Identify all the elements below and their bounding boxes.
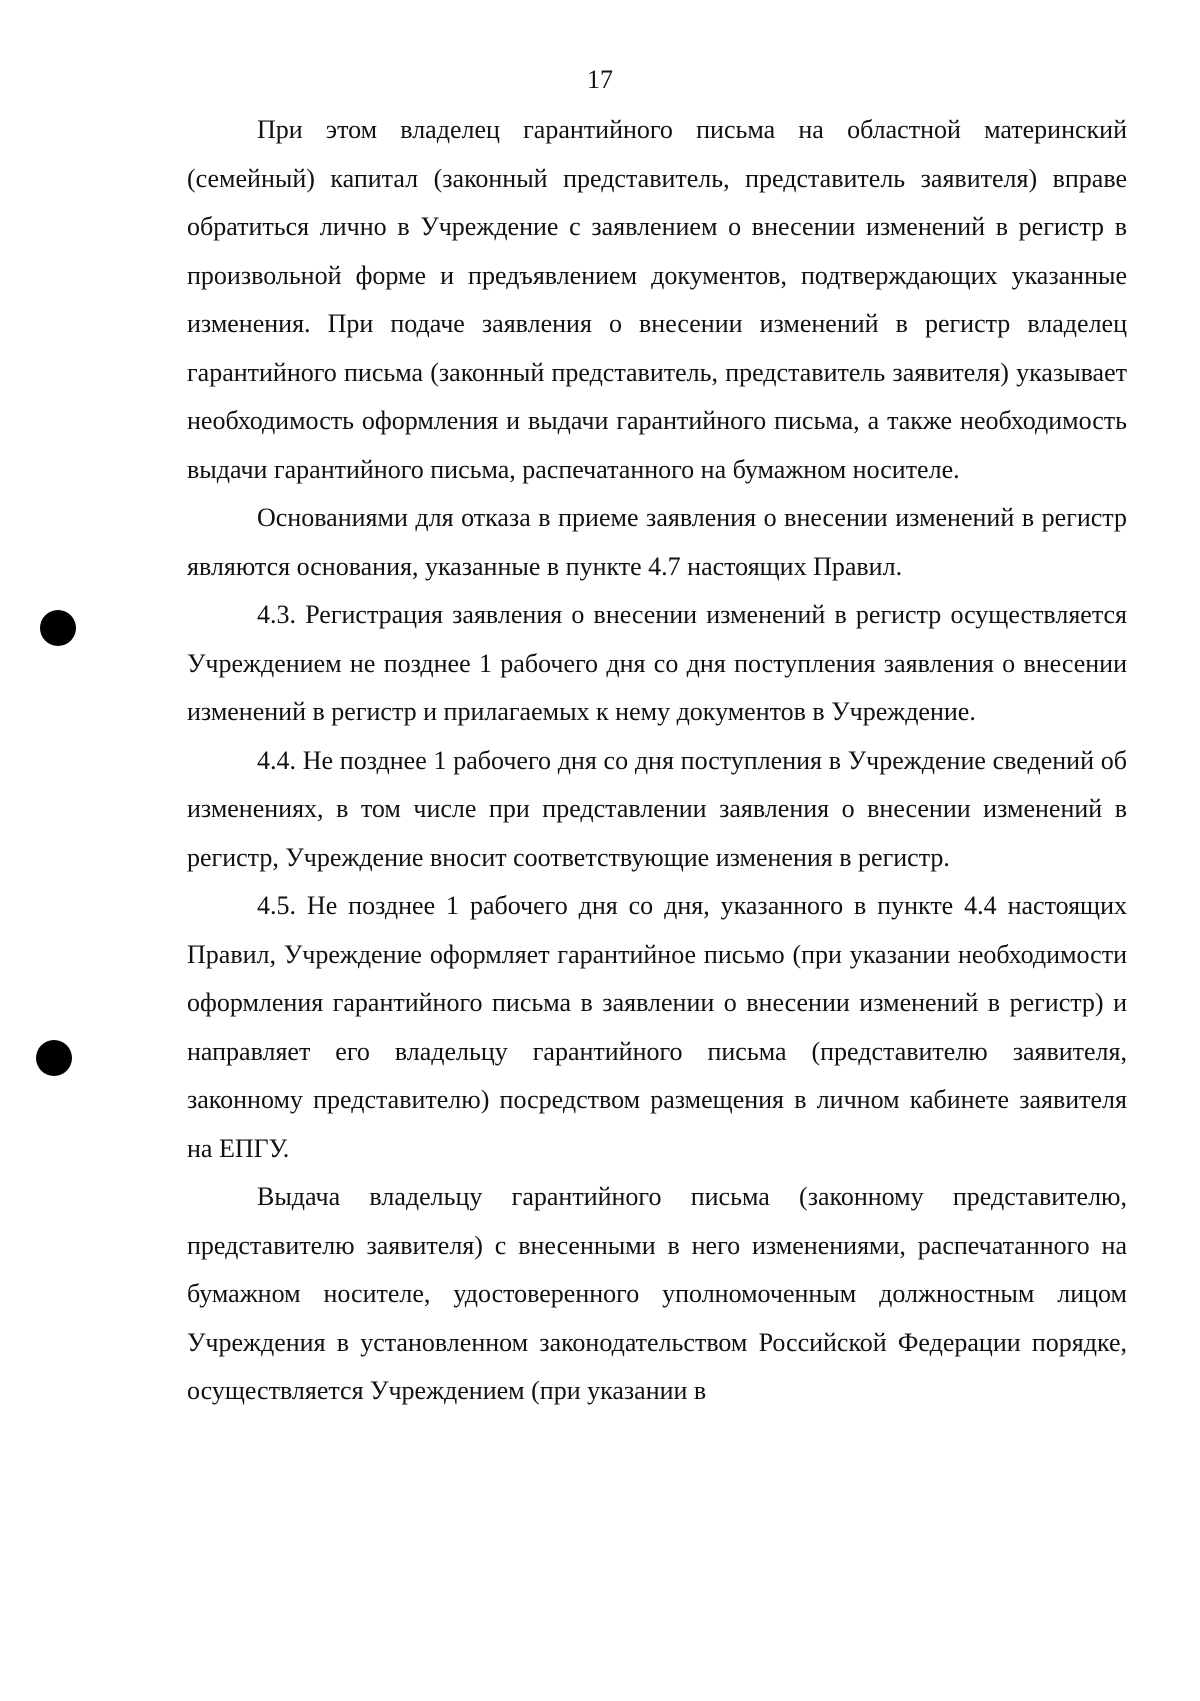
paragraph-section-4-5: 4.5. Не позднее 1 рабочего дня со дня, указанного в пункте 4.4 настоящих Правил, Учреждение оформляет гарантийное письмо (при указании необходимости оформления гарантийного письма в заявлении о внесении изменений в регистр) и направляет его владельцу гарантийного письма (представителю заявителя, законному представителю) посредством размещения в личном кабинете заявителя на ЕПГУ. bbox=[187, 891, 1127, 1163]
page-number: 17 bbox=[587, 65, 613, 94]
paragraph-issuance: Выдача владельцу гарантийного письма (законному представителю, представителю заявителя) с внесенными в него изменениями, распечатанного на бумажном носителе, удостоверенного уполномоченным должностным лицом Учреждения в установленном законодательством Российской Федерации порядке, осуществляется Учреждением (при указании в bbox=[187, 1182, 1127, 1405]
paragraph-section-4-4: 4.4. Не позднее 1 рабочего дня со дня поступления в Учреждение сведений об изменениях, в том числе при представлении заявления о внесении изменений в регистр, Учреждение вносит соответствующие изменения в регистр. bbox=[187, 745, 1127, 872]
paragraph-section-4-3: 4.3. Регистрация заявления о внесении изменений в регистр осуществляется Учреждением не позднее 1 рабочего дня со дня поступления заявления о внесении изменений в регистр и прилагаемых к нему документов в Учреждение. bbox=[187, 600, 1127, 726]
punch-hole-bottom bbox=[36, 1040, 72, 1076]
paragraph-owner-rights: При этом владелец гарантийного письма на областной материнский (семейный) капитал (законный представитель, представитель заявителя) вправе обратиться лично в Учреждение с заявлением о внесении изменений в регистр в произвольной форме и предъявлением документов, подтверждающих указанные изменения. При подаче заявления о внесении изменений в регистр владелец гарантийного письма (законный представитель, представитель заявителя) указывает необходимость оформления и выдачи гарантийного письма, а также необходимость выдачи гарантийного письма, распечатанного на бумажном носителе. bbox=[187, 115, 1127, 484]
document-body bbox=[187, 106, 1127, 1416]
paragraph-refusal-grounds: Основаниями для отказа в приеме заявления о внесении изменений в регистр являются основания, указанные в пункте 4.7 настоящих Правил. bbox=[187, 503, 1127, 581]
punch-hole-top bbox=[40, 610, 76, 646]
